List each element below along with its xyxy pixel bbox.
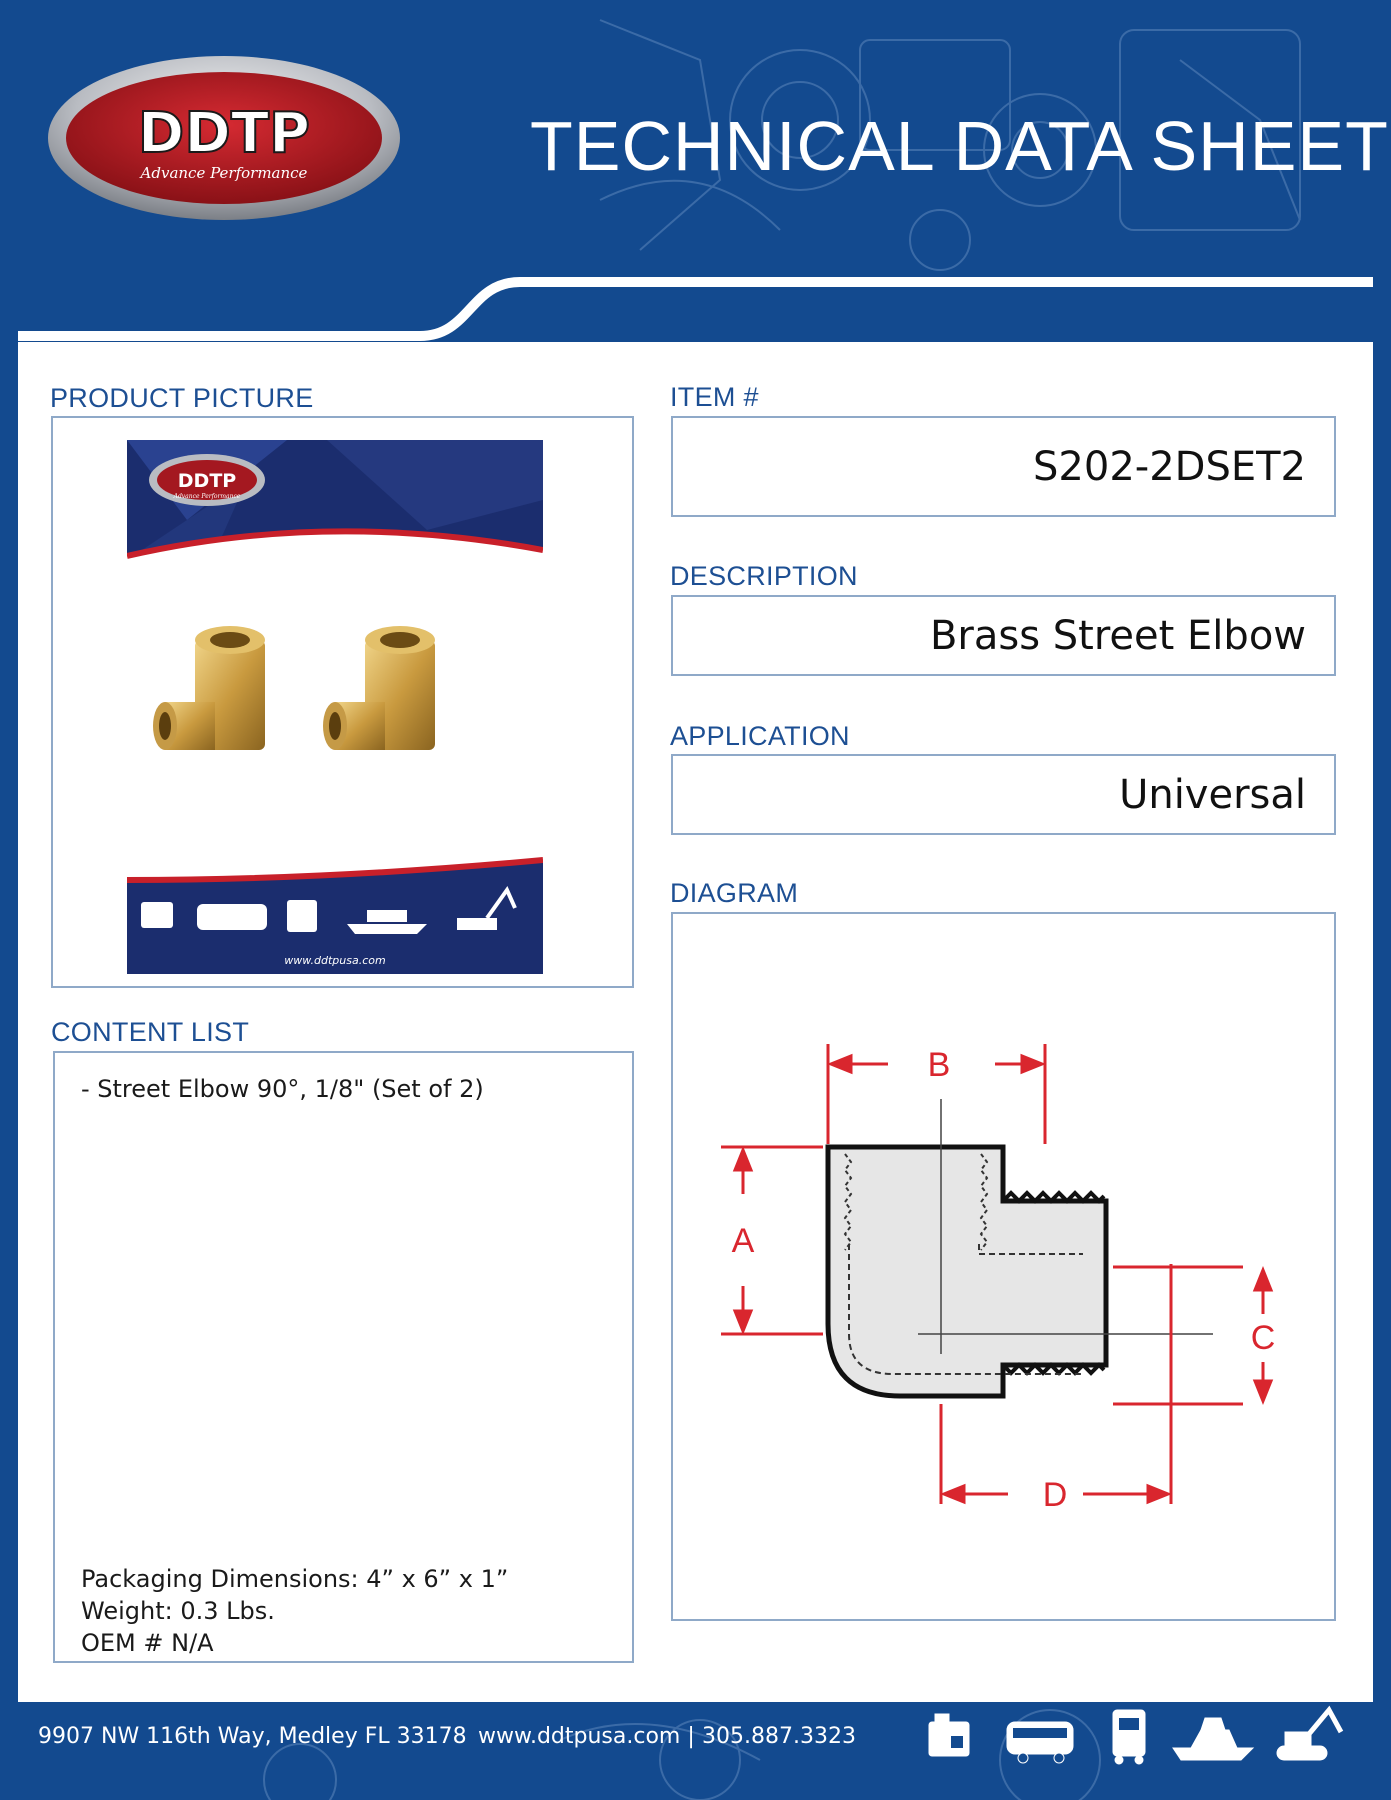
product-photo — [127, 440, 543, 974]
package-website: www.ddtpusa.com — [284, 954, 386, 967]
description-label: DESCRIPTION — [670, 561, 858, 591]
bus-icon — [1007, 1722, 1073, 1763]
description-box — [671, 595, 1336, 676]
logo-tagline: Advance Performance — [140, 164, 308, 182]
logo-brand: DDTP — [137, 101, 311, 166]
package-tagline: Advance Performance — [173, 493, 241, 500]
dimension-d-label: D — [1042, 1476, 1068, 1514]
application-value: Universal — [1119, 771, 1306, 818]
elbow-diagram — [673, 914, 1334, 1619]
page-title: TECHNICAL DATA SHEET — [530, 107, 1389, 185]
ddtp-logo — [44, 52, 404, 224]
dimension-c-label: C — [1250, 1319, 1276, 1357]
excavator-icon — [1277, 1710, 1341, 1760]
dimension-b-label: B — [927, 1046, 951, 1084]
dimension-a-label: A — [731, 1222, 755, 1260]
package-brand: DDTP — [177, 470, 237, 492]
product-picture-box — [51, 416, 634, 988]
application-label: APPLICATION — [670, 721, 850, 751]
diagram-label: DIAGRAM — [670, 878, 799, 908]
packaging-dimensions: Packaging Dimensions: 4” x 6” x 1” — [81, 1565, 509, 1593]
content-list-box — [53, 1051, 634, 1663]
application-box — [671, 754, 1336, 835]
item-label: ITEM # — [670, 382, 759, 412]
yacht-icon — [1173, 1718, 1253, 1760]
footer-phone[interactable]: 305.887.3323 — [702, 1724, 856, 1749]
diagram-box — [671, 912, 1336, 1621]
footer-address: 9907 NW 116th Way, Medley FL 33178 — [38, 1724, 467, 1749]
generator-icon — [929, 1714, 969, 1756]
content-item: - Street Elbow 90°, 1/8" (Set of 2) — [81, 1075, 484, 1103]
item-number: S202-2DSET2 — [1033, 443, 1306, 490]
content-list-label: CONTENT LIST — [51, 1017, 250, 1047]
truck-icon — [1113, 1710, 1145, 1764]
product-picture-label: PRODUCT PICTURE — [50, 383, 314, 413]
footer-website[interactable]: www.ddtpusa.com | — [478, 1724, 695, 1749]
oem-number: OEM # N/A — [81, 1629, 214, 1657]
description-value: Brass Street Elbow — [929, 612, 1306, 659]
weight: Weight: 0.3 Lbs. — [81, 1597, 275, 1625]
footer-icons — [925, 1696, 1345, 1774]
item-box — [671, 416, 1336, 517]
